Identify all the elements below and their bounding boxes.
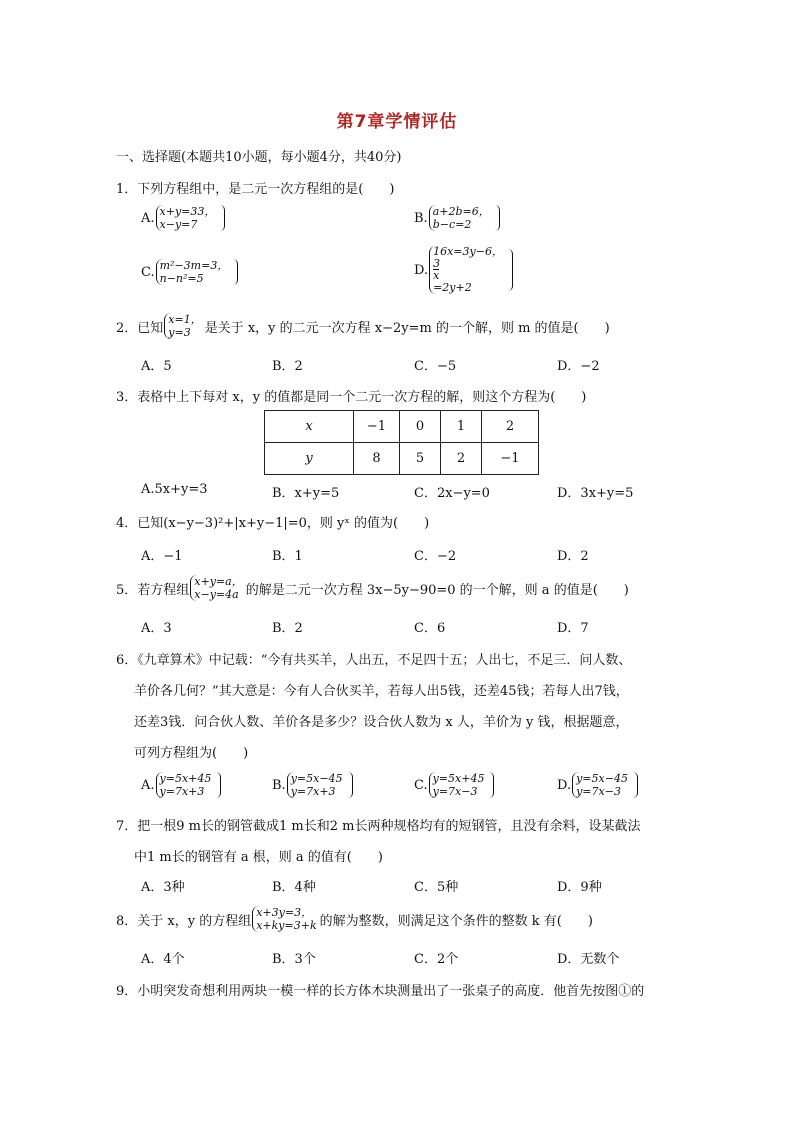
equation-system: y=5x+45 y=7x−3 xyxy=(429,772,485,798)
q8-option-c[interactable]: C．2个 xyxy=(414,952,459,967)
question-1-stem: 1．下列方程组中，是二元一次方程组的是( ) xyxy=(116,182,395,197)
question-5-stem: 5．若方程组 x+y=a， x−y=4a 的解是二元一次方程 3x−5y−90=0 的一个解，则 a 的值是( ) xyxy=(116,575,629,601)
table-cell: 2 xyxy=(441,443,482,475)
q1-option-a[interactable]: A. x+y=33， x−y=7 xyxy=(141,205,225,231)
q6-option-c[interactable]: C. y=5x+45 y=7x−3 xyxy=(414,772,494,798)
q5-option-a[interactable]: A．3 xyxy=(141,621,172,636)
question-6-line-2: 羊价各几何？”其大意是：今有人合伙买羊，若每人出5钱，还差45钱；若每人出7钱， xyxy=(134,684,629,699)
q5-option-c[interactable]: C．6 xyxy=(414,621,446,636)
question-7-line-2: 中1 m长的钢管有 a 根，则 a 的值有( ) xyxy=(134,850,383,865)
question-7-line-1: 7．把一根9 m长的钢管截成1 m长和2 m长两种规格均有的短钢管，且没有余料，设某截法 xyxy=(116,819,641,834)
equation-system: y=5x+45 y=7x+3 xyxy=(156,772,212,798)
q2-option-d[interactable]: D．−2 xyxy=(557,359,600,374)
q7-option-d[interactable]: D．9种 xyxy=(557,880,602,895)
equation-system: x+y=33， x−y=7 xyxy=(156,205,216,231)
right-brace xyxy=(233,259,238,285)
q6-option-d[interactable]: D. y=5x−45 y=7x−3 xyxy=(557,772,638,798)
q8-option-d[interactable]: D．无数个 xyxy=(557,952,620,967)
table-cell: −1 xyxy=(482,443,539,475)
right-brace xyxy=(508,249,513,291)
question-4-stem: 4．已知(x−y−3)²+|x+y−1|=0，则 yˣ 的值为( ) xyxy=(116,516,430,531)
equation-system: x=1， y=3 xyxy=(164,313,201,339)
equation-system: y=5x−45 y=7x−3 xyxy=(572,772,628,798)
table-cell: y xyxy=(265,443,354,475)
q4-option-a[interactable]: A．−1 xyxy=(141,549,183,564)
q7-option-b[interactable]: B．4种 xyxy=(272,880,316,895)
right-brace xyxy=(348,772,353,798)
question-2-stem: 2．已知 x=1， y=3 是关于 x，y 的二元一次方程 x−2y=m 的一个解，则 m 的值是( ) xyxy=(116,313,610,339)
question-6-line-3: 还差3钱．问合伙人数、羊价各是多少？设合伙人数为 x 人，羊价为 y 钱，根据题意， xyxy=(134,715,629,730)
q8-option-b[interactable]: B．3个 xyxy=(272,952,316,967)
table-row xyxy=(265,411,539,443)
table-cell: x xyxy=(265,411,354,443)
q4-option-d[interactable]: D．2 xyxy=(557,549,589,564)
q7-option-c[interactable]: C．5种 xyxy=(414,880,459,895)
q3-option-d[interactable]: D．3x+y=5 xyxy=(557,486,634,501)
question-6-line-1: 6．《九章算术》中记载：“今有共买羊，人出五，不足四十五；人出七，不足三．问人数、 xyxy=(116,653,632,668)
right-brace xyxy=(216,772,221,798)
q2-option-c[interactable]: C．−5 xyxy=(414,359,457,374)
page-title: 第7章学情评估 xyxy=(336,112,458,132)
q5-option-b[interactable]: B．2 xyxy=(272,621,303,636)
table-cell: −1 xyxy=(354,411,400,443)
right-brace xyxy=(489,772,494,798)
q4-option-c[interactable]: C．−2 xyxy=(414,549,457,564)
table-cell: 0 xyxy=(400,411,441,443)
section-heading: 一、选择题(本题共10小题，每小题4分，共40分) xyxy=(116,150,402,165)
equation-system: y=5x−45 y=7x+3 xyxy=(287,772,343,798)
question-8-stem: 8．关于 x，y 的方程组 x+3y=3， x+ky=3+k 的解为整数，则满足这个条件的整数 k 有( ) xyxy=(116,906,593,932)
equation-system: x+3y=3， x+ky=3+k xyxy=(252,906,316,932)
right-brace xyxy=(220,205,225,231)
table-row xyxy=(265,443,539,475)
q1-option-b[interactable]: B. a+2b=6， b−c=2 xyxy=(414,205,500,231)
q1-option-d[interactable]: D. 16x=3y−6， 3 x =2y+2 xyxy=(414,246,513,294)
equation-system: 16x=3y−6， 3 x =2y+2 xyxy=(429,246,503,294)
right-brace xyxy=(633,772,638,798)
xy-value-table xyxy=(264,410,539,475)
q1-option-c[interactable]: C. m²−3m=3， n−n²=5 xyxy=(141,259,238,285)
table-cell: 5 xyxy=(400,443,441,475)
question-3-stem: 3．表格中上下每对 x，y 的值都是同一个二元一次方程的解，则这个方程为( ) xyxy=(116,390,587,405)
equation-system: m²−3m=3， n−n²=5 xyxy=(156,259,229,285)
q4-option-b[interactable]: B．1 xyxy=(272,549,303,564)
equation-system: a+2b=6， b−c=2 xyxy=(429,205,490,231)
table-cell: 1 xyxy=(441,411,482,443)
q6-option-b[interactable]: B. y=5x−45 y=7x+3 xyxy=(272,772,353,798)
q8-option-a[interactable]: A．4个 xyxy=(141,952,185,967)
q7-option-a[interactable]: A．3种 xyxy=(141,880,185,895)
q3-option-b[interactable]: B．x+y=5 xyxy=(272,486,340,501)
q3-option-a[interactable]: A.5x+y=3 xyxy=(141,482,208,497)
question-9-line-1: 9．小明突发奇想利用两块一模一样的长方体木块测量出了一张桌子的高度．他首先按图①的 xyxy=(116,984,645,999)
q2-option-b[interactable]: B．2 xyxy=(272,359,303,374)
table-cell: 2 xyxy=(482,411,539,443)
table-cell: 8 xyxy=(354,443,400,475)
question-6-line-4: 可列方程组为( ) xyxy=(134,746,249,761)
equation-system: x+y=a， x−y=4a xyxy=(190,575,242,601)
right-brace xyxy=(495,205,500,231)
q6-option-a[interactable]: A. y=5x+45 y=7x+3 xyxy=(141,772,221,798)
q2-option-a[interactable]: A．5 xyxy=(141,359,172,374)
q5-option-d[interactable]: D．7 xyxy=(557,621,589,636)
q3-option-c[interactable]: C．2x−y=0 xyxy=(414,486,490,501)
